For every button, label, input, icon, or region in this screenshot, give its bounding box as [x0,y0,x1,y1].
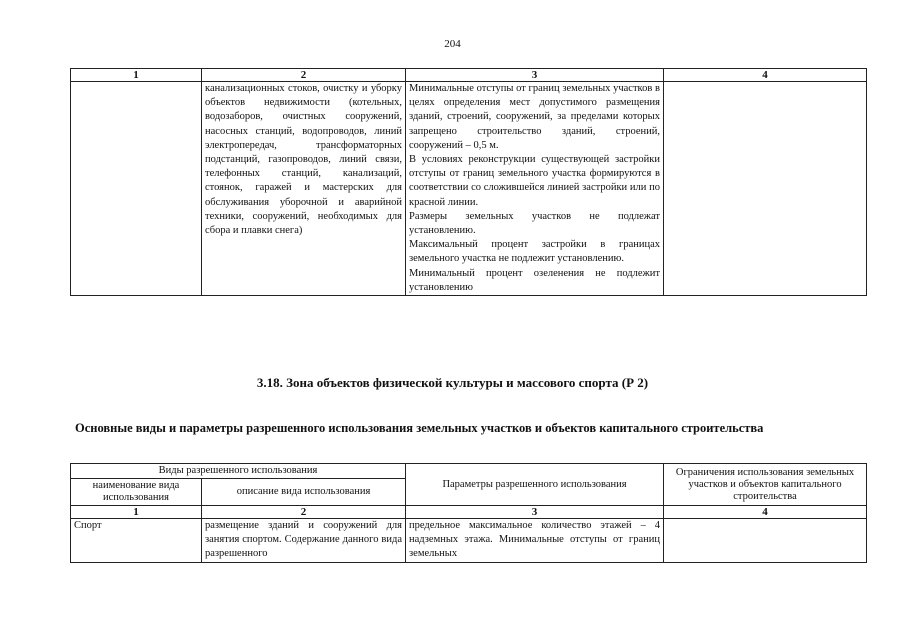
column-number-row [71,69,867,82]
use-types-group-header: Виды разрешенного использования [71,464,406,479]
parameter-paragraph: В условиях реконструкции существующей застройки отступы от границ земельного участка формируются в соответствии со сложившейся линией застройки или по красной линии. [409,154,660,208]
column-number: 1 [71,506,202,519]
header-row [71,464,867,479]
use-description-cell: размещение зданий и сооружений для занятия спортом. Содержание данного вида разрешенного [202,519,406,563]
column-number-row [71,506,867,519]
use-name-header: наименование вида использования [71,479,202,506]
section-heading: 3.18. Зона объектов физической культуры и массового спорта (Р 2) [256,375,649,390]
parameter-paragraph: Минимальный процент озеленения не подлежит установлению [409,267,660,293]
column-number: 2 [202,506,406,519]
restrictions-header: Ограничения использования земельных участков и объектов капитального строительства [664,464,867,506]
table-row [71,82,867,296]
parameter-paragraph: Размеры земельных участков не подлежат установлению. [409,210,660,237]
parameters-cell: предельное максимальное количество этажей – 4 надземных этажа. Минимальные отступы от границ земельных [406,519,664,563]
parameter-paragraph: Минимальные отступы от границ земельных участков в целях определения мест допустимого размещения зданий, строений, сооружений, за пределами которых запрещено строительство зданий, строений, сооружений – 0,5 м. [409,83,660,151]
table-row [71,519,867,563]
use-name-cell: Спорт [71,519,202,563]
permitted-use-table [70,463,867,563]
restrictions-cell [664,519,867,563]
use-name-cell [71,82,202,296]
column-number: 2 [202,69,406,82]
use-description-header: описание вида использования [202,479,406,506]
continued-table [70,68,867,296]
column-number: 3 [406,69,664,82]
column-number: 1 [71,69,202,82]
restrictions-cell [664,82,867,296]
column-number: 3 [406,506,664,519]
use-description-cell: канализационных стоков, очистку и уборку объектов недвижимости (котельных, водозаборов, очистных сооружений, насосных станций, водопроводов, линий электропередач, трансформаторных подстанций, газопроводов, линий связи, телефонных станций, канализаций, стоянок, гаражей и мастерских для обслуживания уборочной и аварийной техники, сооружений, необходимых для сбора и плавки снега) [202,82,406,296]
parameter-paragraph: Максимальный процент застройки в границах земельного участка не подлежит установлению. [409,239,660,265]
parameters-header: Параметры разрешенного использования [406,464,664,506]
column-number: 4 [664,506,867,519]
column-number: 4 [664,69,867,82]
page-number: 204 [444,38,461,50]
section-subheading: Основные виды и параметры разрешенного использования земельных участков и объектов капитального строительства [75,421,764,435]
parameters-cell [406,82,664,296]
